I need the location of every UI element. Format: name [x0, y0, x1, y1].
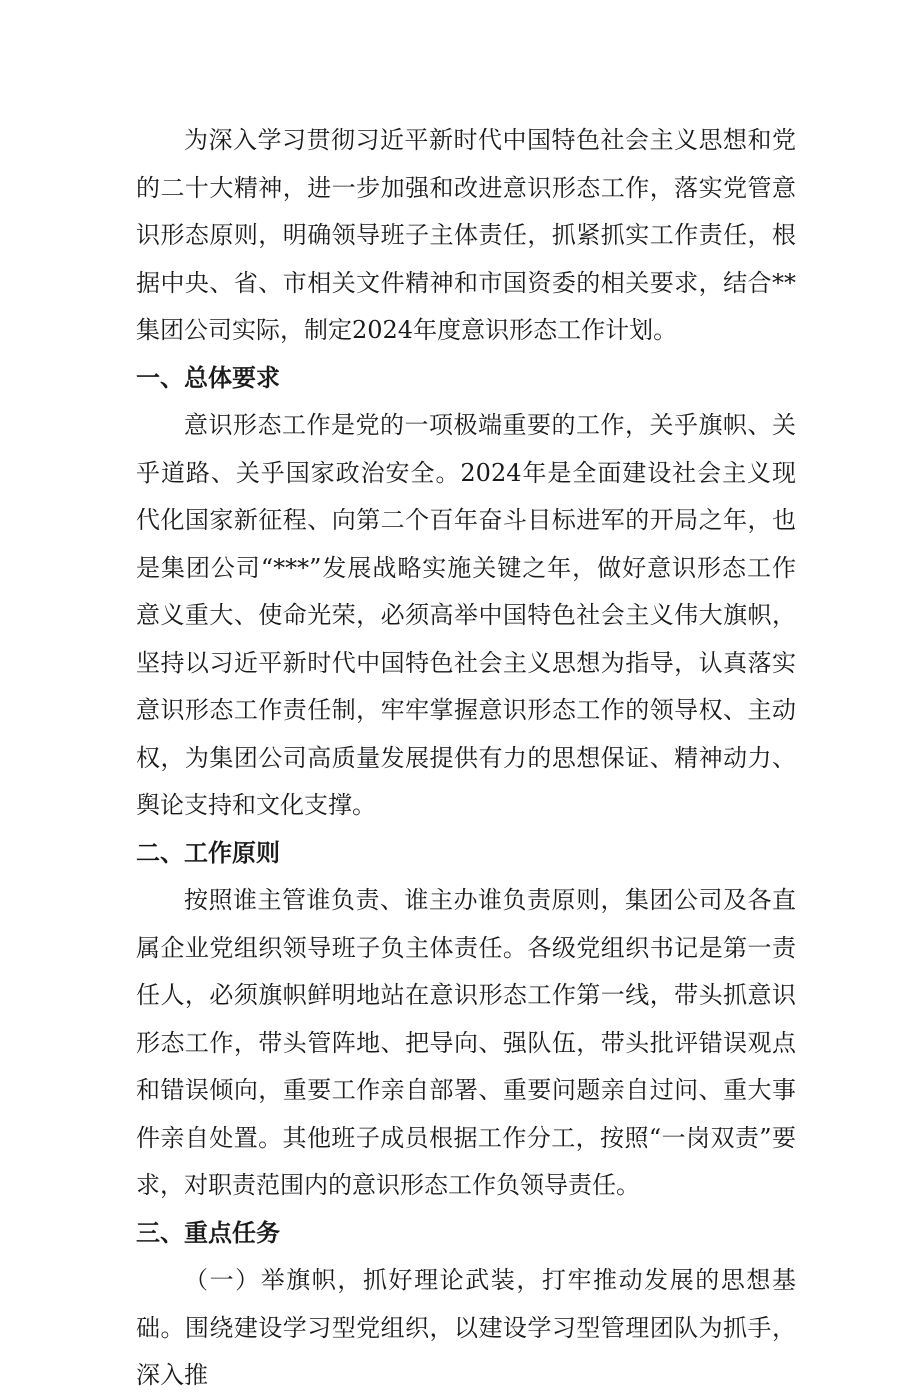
section-heading-key-tasks: 三、重点任务	[136, 1218, 280, 1247]
document-body	[136, 117, 796, 1400]
intro-paragraph: 为深入学习贯彻习近平新时代中国特色社会主义思想和党的二十大精神，进一步加强和改进意识形态工作，落实党管意识形态原则，明确领导班子主体责任，抓紧抓实工作责任，根据中央、省、市相关文件精神和市国资委的相关要求，结合**集团公司实际，制定2024年度意识形态工作计划。	[136, 126, 796, 344]
general-requirements-paragraph: 意识形态工作是党的一项极端重要的工作，关乎旗帜、关乎道路、关乎国家政治安全。2024年是全面建设社会主义现代化国家新征程、向第二个百年奋斗目标进军的开局之年，也是集团公司“***”发展战略实施关键之年，做好意识形态工作意义重大、使命光荣，必须高举中国特色社会主义伟大旗帜，坚持以习近平新时代中国特色社会主义思想为指导，认真落实意识形态工作责任制，牢牢掌握意识形态工作的领导权、主动权，为集团公司高质量发展提供有力的思想保证、精神动力、舆论支持和文化支撑。	[136, 411, 796, 819]
section-heading-general-requirements: 一、总体要求	[136, 363, 280, 392]
work-principles-paragraph: 按照谁主管谁负责、谁主办谁负责原则，集团公司及各直属企业党组织领导班子负主体责任。各级党组织书记是第一责任人，必须旗帜鲜明地站在意识形态工作第一线，带头抓意识形态工作，带头管阵地、把导向、强队伍，带头批评错误观点和错误倾向，重要工作亲自部署、重要问题亲自过问、重大事件亲自处置。其他班子成员根据工作分工，按照“一岗双责”要求，对职责范围内的意识形态工作负领导责任。	[136, 886, 796, 1199]
key-tasks-subsection-1: （一）举旗帜，抓好理论武装，打牢推动发展的思想基础。围绕建设学习型党组织，以建设学习型管理团队为抓手，深入推	[136, 1266, 796, 1389]
section-heading-work-principles: 二、工作原则	[136, 838, 280, 867]
